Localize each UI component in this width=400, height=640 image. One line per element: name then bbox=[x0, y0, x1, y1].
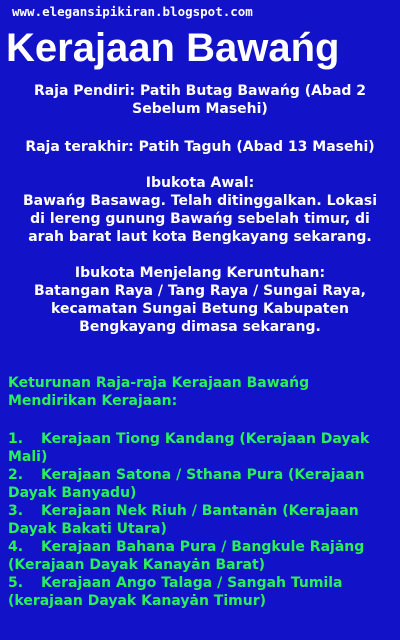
last-king-line: Raja terakhir: Patih Taguh (Abad 13 Masehi) bbox=[25, 139, 375, 155]
list-number: 2. bbox=[8, 467, 24, 483]
list-text: Kerajaan Bahana Pura / Bangkule Rajȧng bbox=[41, 539, 365, 555]
list-number: 5. bbox=[8, 575, 24, 591]
list-text: Kerajaan Ango Talaga / Sangah Tumila bbox=[41, 575, 343, 591]
list-item bbox=[8, 538, 392, 574]
list-text-continued: Dayak Banyadu) bbox=[8, 485, 137, 501]
page-title: Kerajaan Bawańg bbox=[6, 26, 340, 70]
first-capital-section bbox=[20, 174, 380, 246]
list-item bbox=[8, 574, 392, 610]
last-capital-line: kecamatan Sungai Betung Kabupaten bbox=[51, 301, 349, 317]
descendants-list bbox=[8, 430, 392, 610]
list-item bbox=[8, 466, 392, 502]
first-capital-line: arah barat laut kota Bengkayang sekarang. bbox=[28, 229, 372, 245]
last-king-info bbox=[20, 138, 380, 156]
list-number: 3. bbox=[8, 503, 24, 519]
site-url: www.elegansipikiran.blogspot.com bbox=[12, 4, 253, 19]
descendants-heading-line: Keturunan Raja-raja Kerajaan Bawańg bbox=[8, 375, 310, 391]
descendants-heading bbox=[8, 374, 392, 410]
list-text-continued: (kerajaan Dayak Kanayȧn Timur) bbox=[8, 593, 267, 609]
last-capital-heading: Ibukota Menjelang Keruntuhan: bbox=[74, 265, 326, 281]
first-capital-heading: Ibukota Awal: bbox=[145, 175, 255, 191]
list-text: Kerajaan Nek Riuh / Bantanȧn (Kerajaan bbox=[41, 503, 359, 519]
first-capital-line: Bawańg Basawag. Telah ditinggalkan. Lokasi bbox=[22, 193, 378, 209]
descendants-heading-line: Mendirikan Kerajaan: bbox=[8, 393, 178, 409]
list-number: 1. bbox=[8, 431, 24, 447]
list-text-continued: Dayak Bakati Utara) bbox=[8, 521, 167, 537]
founder-info bbox=[20, 82, 380, 118]
list-item bbox=[8, 502, 392, 538]
founder-line: Raja Pendiri: Patih Butag Bawańg (Abad 2 bbox=[33, 83, 367, 99]
list-text-continued: (Kerajaan Dayak Kanayȧn Barat) bbox=[8, 557, 266, 573]
first-capital-line: di lereng gunung Bawańg sebelah timur, di bbox=[30, 211, 370, 227]
list-number: 4. bbox=[8, 539, 24, 555]
last-capital-line: Batangan Raya / Tang Raya / Sungai Raya, bbox=[34, 283, 366, 299]
list-text-continued: Mali) bbox=[8, 449, 48, 465]
founder-line: Sebelum Masehi) bbox=[132, 101, 268, 117]
list-item bbox=[8, 430, 392, 466]
last-capital-section bbox=[20, 264, 380, 336]
list-text: Kerajaan Tiong Kandang (Kerajaan Dayak bbox=[41, 431, 370, 447]
last-capital-line: Bengkayang dimasa sekarang. bbox=[79, 319, 321, 335]
list-text: Kerajaan Satona / Sthana Pura (Kerajaan bbox=[41, 467, 365, 483]
